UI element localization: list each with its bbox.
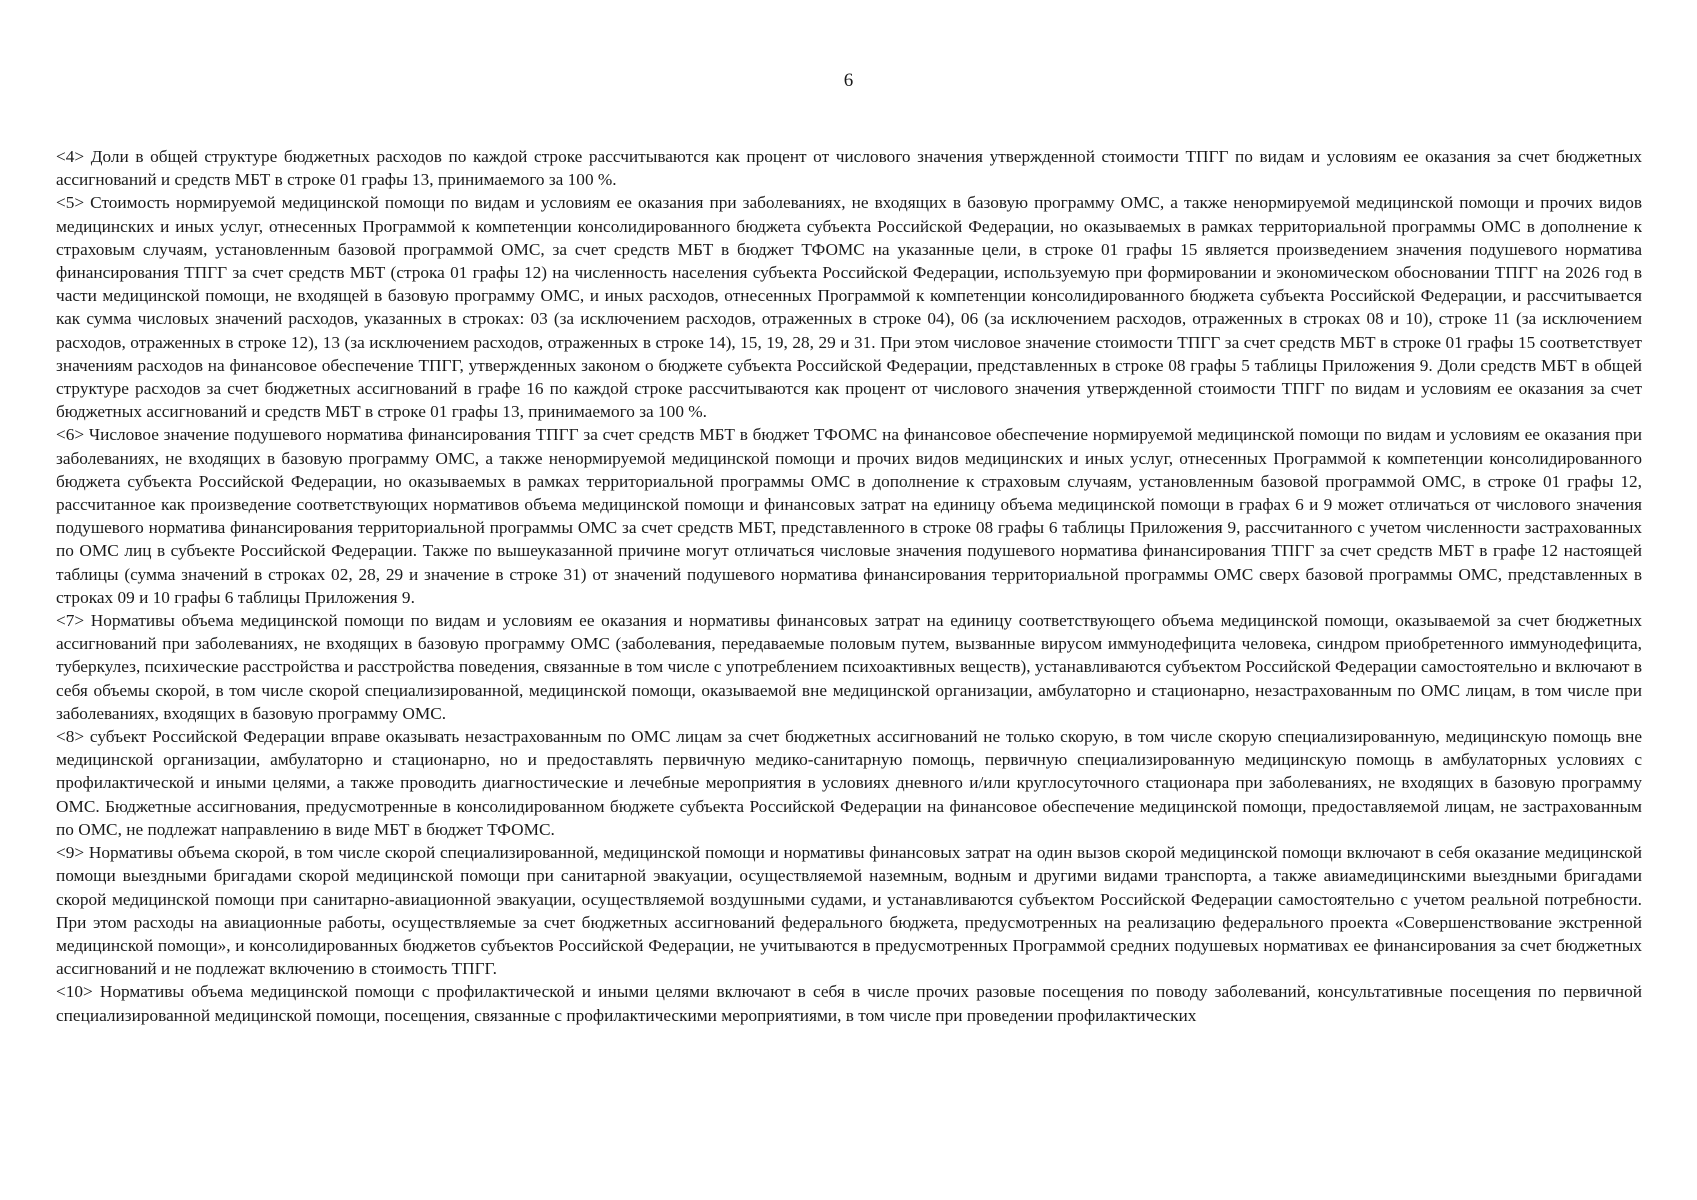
footnotes-body [56,145,1642,1027]
footnote-8: <8> субъект Российской Федерации вправе оказывать незастрахованным по ОМС лицам за счет бюджетных ассигнований не только скорую, в том числе скорую специализированную, медицинскую помощь вне медицинской организации, амбулаторно и стационарно, но и предоставлять первичную медико-санитарную помощь, первичную специализированную медицинскую помощь в амбулаторных условиях с профилактической и иными целями, а также проводить диагностические и лечебные мероприятия в условиях дневного и/или круглосуточного стационара при заболеваниях, не входящих в базовую программу ОМС. Бюджетные ассигнования, предусмотренные в консолидированном бюджете субъекта Российской Федерации на финансовое обеспечение медицинской помощи, предоставляемой лицам, не застрахованным по ОМС, не подлежат направлению в виде МБТ в бюджет ТФОМС. [56,727,1642,839]
footnote-9: <9> Нормативы объема скорой, в том числе скорой специализированной, медицинской помощи и нормативы финансовых затрат на один вызов скорой медицинской помощи включают в себя оказание медицинской помощи выездными бригадами скорой медицинской помощи при санитарной эвакуации, осуществляемой наземным, водным и другими видами транспорта, а также авиамедицинскими выездными бригадами скорой медицинской помощи при санитарно-авиационной эвакуации, осуществляемой воздушными судами, и устанавливаются субъектом Российской Федерации самостоятельно с учетом реальной потребности. При этом расходы на авиационные работы, осуществляемые за счет бюджетных ассигнований федерального бюджета, предусмотренных на реализацию федерального проекта «Совершенствование экстренной медицинской помощи», и консолидированных бюджетов субъектов Российской Федерации, не учитываются в предусмотренных Программой средних подушевых нормативах ее финансирования за счет бюджетных ассигнований и не подлежат включению в стоимость ТПГГ. [56,843,1642,979]
footnote-10: <10> Нормативы объема медицинской помощи с профилактической и иными целями включают в себя в числе прочих разовые посещения по поводу заболеваний, консультативные посещения по первичной специализированной медицинской помощи, посещения, связанные с профилактическими мероприятиями, в том числе при проведении профилактических [56,982,1642,1025]
footnote-5: <5> Стоимость нормируемой медицинской помощи по видам и условиям ее оказания при заболеваниях, не входящих в базовую программу ОМС, а также ненормируемой медицинской помощи и прочих видов медицинских и иных услуг, отнесенных Программой к компетенции консолидированного бюджета субъекта Российской Федерации, но оказываемых в рамках территориальной программы ОМС в дополнение к страховым случаям, установленным базовой программой ОМС, за счет средств МБТ в бюджет ТФОМС на указанные цели, в строке 01 графы 15 является произведением значения подушевого норматива финансирования ТПГГ за счет средств МБТ (строка 01 графы 12) на численность населения субъекта Российской Федерации, используемую при формировании и экономическом обосновании ТПГГ на 2026 год в части медицинской помощи, не входящей в базовую программу ОМС, и иных расходов, отнесенных Программой к компетенции консолидированного бюджета субъекта Российской Федерации, и рассчитывается как сумма числовых значений расходов, указанных в строках: 03 (за исключением расходов, отраженных в строке 04), 06 (за исключением расходов, отраженных в строках 08 и 10), строке 11 (за исключением расходов, отраженных в строке 12), 13 (за исключением расходов, отраженных в строке 14), 15, 19, 28, 29 и 31. При этом числовое значение стоимости ТПГГ за счет средств МБТ в строке 01 графы 15 соответствует значениям расходов на финансовое обеспечение ТПГГ, утвержденных законом о бюджете субъекта Российской Федерации, представленных в строке 08 графы 5 таблицы Приложения 9. Доли средств МБТ в общей структуре расходов за счет бюджетных ассигнований в графе 16 по каждой строке рассчитываются как процент от числового значения утвержденной стоимости ТПГГ по видам и условиям ее оказания за счет бюджетных ассигнований и средств МБТ в строке 01 графы 13, принимаемого за 100 %. [56,193,1642,422]
footnote-4: <4> Доли в общей структуре бюджетных расходов по каждой строке рассчитываются как процент от числового значения утвержденной стоимости ТПГГ по видам и условиям ее оказания за счет бюджетных ассигнований и средств МБТ в строке 01 графы 13, принимаемого за 100 %. [56,147,1642,190]
footnote-6: <6> Числовое значение подушевого норматива финансирования ТПГГ за счет средств МБТ в бюджет ТФОМС на финансовое обеспечение нормируемой медицинской помощи по видам и условиям ее оказания при заболеваниях, не входящих в базовую программу ОМС, а также ненормируемой медицинской помощи и прочих видов медицинских и иных услуг, отнесенных Программой к компетенции консолидированного бюджета субъекта Российской Федерации, но оказываемых в рамках территориальной программы ОМС в дополнение к страховым случаям, установленным базовой программой ОМС, в строке 01 графы 12, рассчитанное как произведение соответствующих нормативов объема медицинской помощи и финансовых затрат на единицу объема медицинской помощи в графах 6 и 9 может отличаться от числового значения подушевого норматива финансирования территориальной программы ОМС за счет средств МБТ, представленного в строке 08 графы 6 таблицы Приложения 9, рассчитанного с учетом численности застрахованных по ОМС лиц в субъекте Российской Федерации. Также по вышеуказанной причине могут отличаться числовые значения подушевого норматива финансирования ТПГГ за счет средств МБТ в графе 12 настоящей таблицы (сумма значений в строках 02, 28, 29 и значение в строке 31) от значений подушевого норматива финансирования территориальной программы ОМС сверх базовой программы ОМС, представленных в строках 09 и 10 графы 6 таблицы Приложения 9. [56,425,1642,607]
footnote-7: <7> Нормативы объема медицинской помощи по видам и условиям ее оказания и нормативы финансовых затрат на единицу соответствующего объема медицинской помощи, оказываемой за счет бюджетных ассигнований при заболеваниях, не входящих в базовую программу ОМС (заболевания, передаваемые половым путем, вызванные вирусом иммунодефицита человека, синдром приобретенного иммунодефицита, туберкулез, психические расстройства и расстройства поведения, связанные в том числе с употреблением психоактивных веществ), устанавливаются субъектом Российской Федерации самостоятельно и включают в себя объемы скорой, в том числе скорой специализированной, медицинской помощи, оказываемой вне медицинской организации, амбулаторно и стационарно, незастрахованным по ОМС лицам, в том числе при заболеваниях, входящих в базовую программу ОМС. [56,611,1642,723]
page-number: 6 [843,70,854,91]
